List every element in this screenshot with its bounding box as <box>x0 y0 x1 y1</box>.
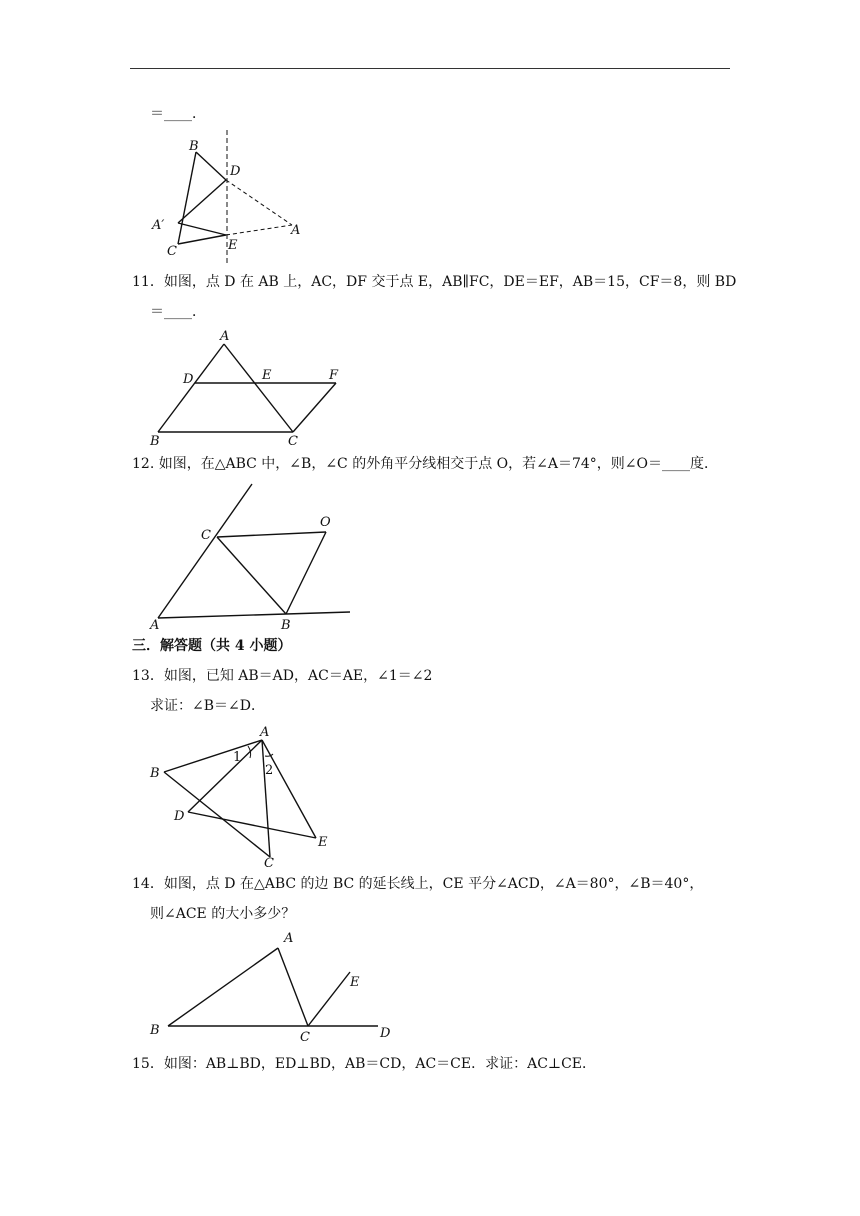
q13-label-A: A <box>260 725 270 740</box>
q10-label-A-prime: A′ <box>152 218 165 233</box>
q11-label-E: E <box>262 368 272 383</box>
q12-label-B: B <box>281 618 291 630</box>
q10-label-D: D <box>230 164 241 179</box>
q14-text-line2: 则∠ACE 的大小多少？ <box>150 906 296 922</box>
q11-figure <box>140 326 360 450</box>
q13-figure <box>140 722 350 868</box>
q11-label-D: D <box>183 372 194 387</box>
q11-text-line2: ＝____． <box>150 304 206 320</box>
q12-text: 12. 如图，在△ABC 中，∠B，∠C 的外角平分线相交于点 O，若∠A＝74°，则∠O＝____度． <box>132 456 719 472</box>
q14-label-A: A <box>284 931 294 946</box>
q13-text-line1: 13．如图，已知 AB＝AD，AC＝AE，∠1＝∠2 <box>132 668 433 684</box>
q12-label-A: A <box>150 618 160 630</box>
q13-label-E: E <box>318 835 328 850</box>
q15-text: 15．如图：AB⊥BD，ED⊥BD，AB＝CD，AC＝CE．求证：AC⊥CE． <box>132 1056 597 1072</box>
q14-label-E: E <box>350 975 360 990</box>
q12-label-C: C <box>201 528 211 543</box>
q10-label-E: E <box>228 238 238 253</box>
q14-label-B: B <box>150 1023 160 1038</box>
q14-figure <box>140 930 400 1046</box>
q10-figure <box>140 128 320 268</box>
q10-label-B: B <box>189 139 199 154</box>
q11-label-A: A <box>220 329 230 344</box>
q13-label-B: B <box>150 766 160 781</box>
q12-label-O: O <box>320 515 331 530</box>
q10-label-A: A <box>291 223 301 238</box>
q13-label-angle2: 2 <box>265 763 274 778</box>
section3-title: 三．解答题（共 4 小题） <box>132 638 292 654</box>
q11-label-F: F <box>329 368 339 383</box>
q12-figure <box>140 480 360 630</box>
q13-label-D: D <box>174 809 185 824</box>
header-rule <box>130 68 730 69</box>
q11-label-C: C <box>288 434 298 449</box>
q14-text-line1: 14．如图，点 D 在△ABC 的边 BC 的延长线上，CE 平分∠ACD，∠A＝80°，∠B＝40°， <box>132 876 704 892</box>
q10-label-C: C <box>167 244 177 259</box>
q13-label-C: C <box>264 856 274 868</box>
q14-label-C: C <box>300 1030 310 1045</box>
q13-text-line2: 求证：∠B＝∠D． <box>150 698 265 714</box>
q14-label-D: D <box>380 1026 391 1041</box>
q11-label-B: B <box>150 434 160 449</box>
q13-label-angle1: 1 <box>233 750 242 765</box>
q10-answer-line: ＝____． <box>150 106 206 122</box>
q11-text-line1: 11．如图，点 D 在 AB 上，AC，DF 交于点 E，AB∥FC，DE＝EF，AB＝15，CF＝8，则 BD <box>132 274 737 290</box>
